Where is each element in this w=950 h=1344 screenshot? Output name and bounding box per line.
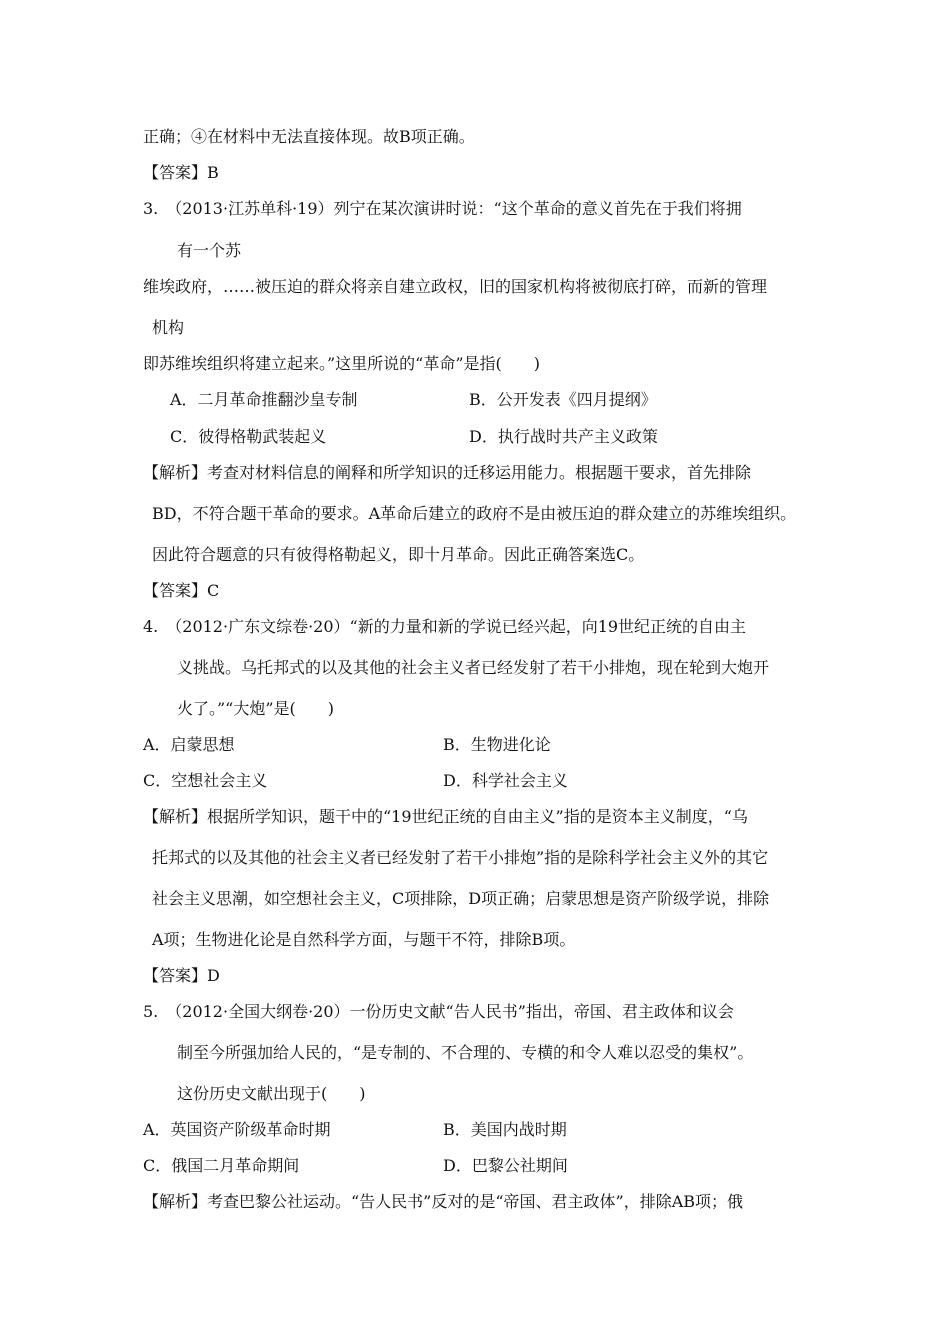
question-4-stem: 4. （2012·广东文综卷·20）“新的力量和新的学说已经兴起，向19世纪正统的自由主 (143, 617, 747, 636)
question-4-option-a: A．启蒙思想 (143, 735, 235, 754)
answer-line: 【答案】C (143, 581, 220, 600)
question-4-option-c: C．空想社会主义 (143, 771, 268, 790)
question-3-stem: 有一个苏 (177, 241, 242, 260)
analysis-line: 【解析】考查巴黎公社运动。“告人民书”反对的是“帝国、君主政体”，排除AB项；俄 (143, 1192, 744, 1211)
question-3-option-a: A．二月革命推翻沙皇专制 (170, 390, 358, 409)
question-3-stem: 维埃政府，……被压迫的群众将亲自建立政权，旧的国家机构将被彻底打碎，而新的管理 (143, 277, 768, 296)
question-3-option-d: D．执行战时共产主义政策 (469, 427, 658, 446)
analysis-line: 社会主义思潮，如空想社会主义，C项排除，D项正确；启蒙思想是资产阶级学说，排除 (152, 889, 770, 908)
answer-line: 【答案】B (143, 163, 219, 182)
question-3-stem: 3. （2013·江苏单科·19）列宁在某次演讲时说：“这个革命的意义首先在于我们将拥 (143, 199, 742, 218)
question-3-option-c: C．彼得格勒武装起义 (170, 427, 327, 446)
analysis-line: A项；生物进化论是自然科学方面，与题干不符，排除B项。 (152, 930, 576, 949)
text-line: 正确；④在材料中无法直接体现。故B项正确。 (143, 127, 475, 146)
question-5-stem: 制至今所强加给人民的，“是专制的、不合理的、专横的和令人难以忍受的集权”。 (177, 1043, 754, 1062)
answer-line: 【答案】D (143, 966, 220, 985)
question-4-stem: 义挑战。乌托邦式的以及其他的社会主义者已经发射了若干小排炮，现在轮到大炮开 (177, 658, 770, 677)
question-3-option-b: B．公开发表《四月提纲》 (469, 390, 657, 409)
question-3-stem: 即苏维埃组织将建立起来。”这里所说的“革命”是指( ) (143, 354, 541, 373)
analysis-line: 【解析】考查对材料信息的阐释和所学知识的迁移运用能力。根据题干要求，首先排除 (143, 463, 752, 482)
question-5-option-a: A．英国资产阶级革命时期 (143, 1120, 331, 1139)
analysis-line: BD，不符合题干革命的要求。A革命后建立的政府不是由被压迫的群众建立的苏维埃组织。 (152, 504, 797, 523)
question-5-option-c: C．俄国二月革命期间 (143, 1156, 300, 1175)
question-4-option-d: D．科学社会主义 (443, 771, 568, 790)
analysis-line: 因此符合题意的只有彼得格勒起义，即十月革命。因此正确答案选C。 (152, 545, 645, 564)
question-5-option-d: D．巴黎公社期间 (443, 1156, 568, 1175)
question-5-stem: 5. （2012·全国大纲卷·20）一份历史文献“告人民书”指出，帝国、君主政体和议会 (143, 1002, 734, 1021)
analysis-line: 托邦式的以及其他的社会主义者已经发射了若干小排炮”指的是除科学社会主义外的其它 (152, 848, 769, 867)
question-5-stem: 这份历史文献出现于( ) (177, 1084, 366, 1103)
question-4-stem: 火了。”“大炮”是( ) (177, 699, 335, 718)
question-4-option-b: B．生物进化论 (443, 735, 551, 754)
question-5-option-b: B．美国内战时期 (443, 1120, 567, 1139)
analysis-line: 【解析】根据所学知识，题干中的“19世纪正统的自由主义”指的是资本主义制度，“乌 (143, 807, 748, 826)
question-3-stem: 机构 (152, 318, 185, 337)
